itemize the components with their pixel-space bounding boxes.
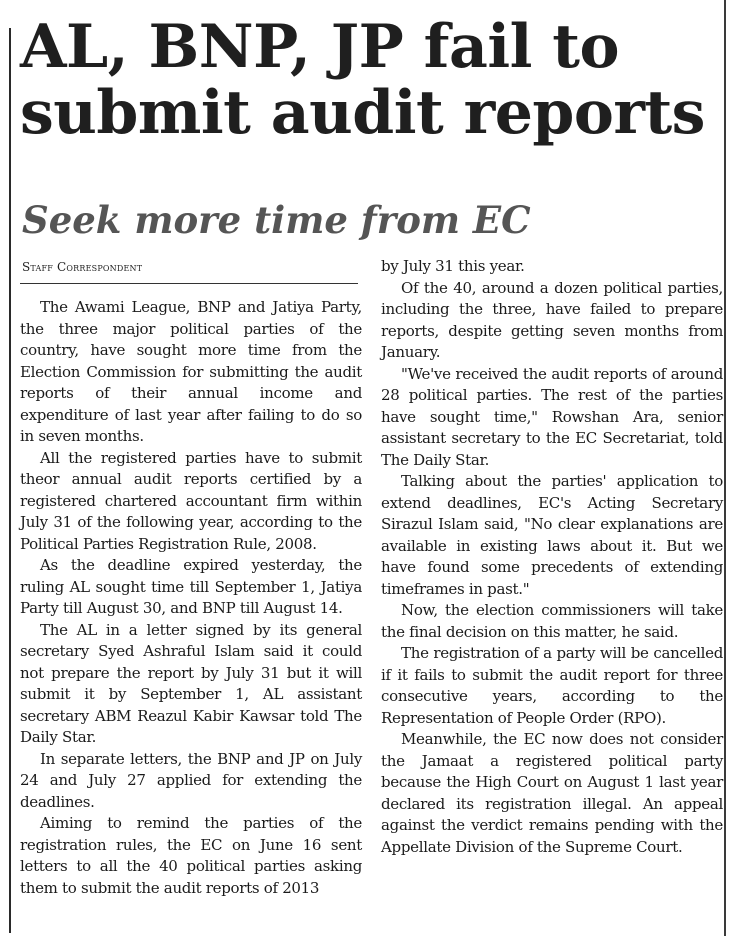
paragraph: Of the 40, around a dozen political parties, including the three, have failed to prepare reports, despite getting seven months from January. — [381, 278, 723, 361]
paragraph: "We've received the audit reports of around 28 political parties. The rest of the parties have sought time," Rowshan Ara, senior assistant secretary to the EC Secretariat, told The Daily Star. — [381, 364, 723, 469]
paragraph: The Awami League, BNP and Jatiya Party, the three major political parties of the country, have sought more time from the Election Commission for submitting the audit reports of their annual income and expenditure of last year after failing to do so in seven months. — [20, 298, 362, 445]
paragraph: The AL in a letter signed by its general secretary Syed Ashraful Islam said it could not prepare the report by July 31 but it will submit it by September 1, AL assistant secretary ABM Reazul Kabir Kawsar told The Daily Star. — [20, 620, 362, 746]
paragraph: Aiming to remind the parties of the registration rules, the EC on June 16 sent letters to all the 40 political parties asking them to submit the audit reports of 2013 — [20, 814, 362, 897]
headline — [20, 14, 725, 146]
paragraph: The registration of a party will be cancelled if it fails to submit the audit report for three consecutive years, according to the Representation of People Order (RPO). — [381, 644, 723, 727]
paragraph-continuation: by July 31 this year. — [381, 257, 525, 275]
article-column-2 — [381, 256, 723, 858]
headline-line-2: submit audit reports — [20, 78, 705, 148]
paragraph: Talking about the parties' application to extend deadlines, EC's Acting Secretary Sirazul Islam said, "No clear explanations are available in existing laws about it. But we have found some precedents of extending timeframes in past." — [381, 472, 723, 598]
paragraph: All the registered parties have to submit theor annual audit reports certified by a registered chartered accountant firm within July 31 of the following year, according to the Political Parties Registration Rule, 2008. — [20, 448, 362, 553]
paragraph: In separate letters, the BNP and JP on July 24 and July 27 applied for extending the deadlines. — [20, 749, 362, 811]
byline: Staff Correspondent — [22, 260, 143, 274]
left-border-rule — [9, 28, 11, 933]
paragraph: Now, the election commissioners will take the final decision on this matter, he said. — [381, 601, 723, 641]
subheadline: Seek more time from EC — [22, 198, 531, 242]
paragraph: As the deadline expired yesterday, the ruling AL sought time till September 1, Jatiya Party till August 30, and BNP till August 14. — [20, 556, 362, 617]
paragraph: Meanwhile, the EC now does not consider the Jamaat a registered political party because the High Court on August 1 last year declared its registration illegal. An appeal against the verdict remains pending with the Appellate Division of the Supreme Court. — [381, 730, 723, 856]
article-column-1 — [20, 297, 362, 899]
byline-divider — [20, 283, 358, 284]
headline-line-1: AL, BNP, JP fail to — [20, 12, 620, 82]
